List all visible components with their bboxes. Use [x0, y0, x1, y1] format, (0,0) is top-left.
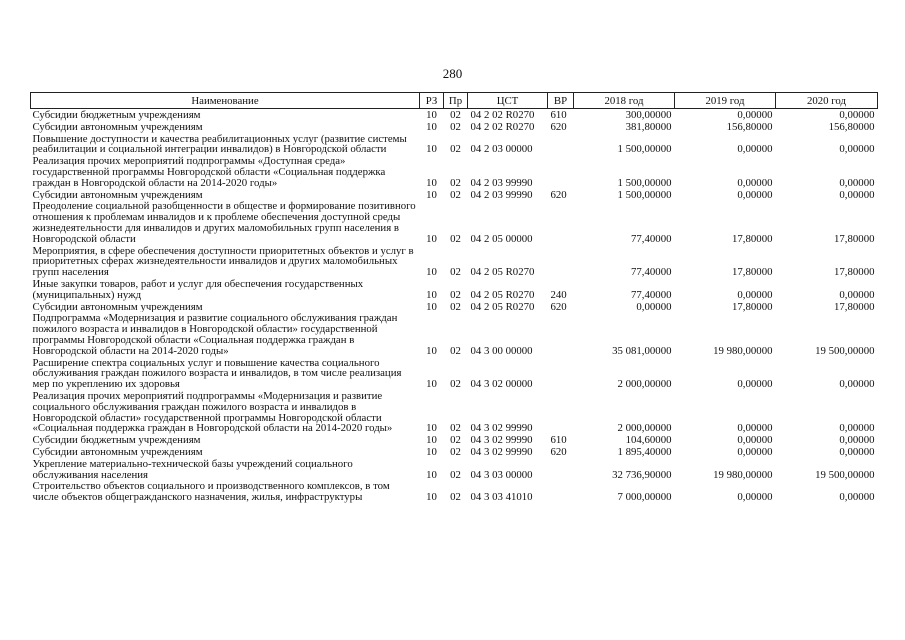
table-row: [31, 390, 878, 434]
row-value-2019: 0,00000: [737, 176, 773, 189]
table-row: [31, 312, 878, 356]
row-value-2020: 0,00000: [839, 434, 875, 446]
table-row: [31, 301, 878, 313]
row-name: Реализация прочих мероприятий подпрограммы «Модернизация и развитие социального обслуживания граждан пожилого возраста и инвалидов в Новгородской области» государственной программы Новгородской области «Социальная поддержка граждан в Новгородской области на 2014-2020 годы»: [32, 389, 393, 435]
row-rz: 10: [426, 120, 437, 133]
row-vr: 620: [550, 188, 567, 201]
row-name: Мероприятия, в сфере обеспечения доступности приоритетных объектов и услуг в приоритетных сферах жизнедеятельности инвалидов и других маломобильных групп населения: [32, 244, 414, 278]
table-row: [31, 200, 878, 244]
row-value-2018: 77,40000: [631, 266, 672, 278]
row-value-2020: 17,80000: [834, 300, 875, 313]
row-pr: 02: [450, 491, 461, 503]
row-value-2018: 2 000,00000: [617, 422, 672, 435]
row-value-2020: 0,00000: [839, 422, 875, 435]
row-rz: 10: [426, 300, 437, 313]
table-row: [31, 245, 878, 278]
row-value-2020: 0,00000: [839, 445, 875, 458]
row-rz: 10: [426, 434, 437, 446]
row-pr: 02: [450, 378, 461, 390]
row-rz: 10: [426, 188, 437, 201]
table-row: [31, 458, 878, 481]
row-name: Субсидии автономным учреждениям: [32, 300, 203, 313]
row-pr: 02: [450, 300, 461, 313]
row-rz: 10: [426, 344, 437, 357]
row-name: Субсидии автономным учреждениям: [32, 445, 203, 458]
column-header-vr: ВР: [548, 93, 574, 109]
row-value-2019: 0,00000: [737, 491, 773, 503]
row-pr: 02: [450, 288, 461, 301]
row-value-2019: 17,80000: [732, 232, 773, 245]
row-value-2018: 1 500,00000: [617, 176, 672, 189]
row-vr: 610: [550, 109, 567, 121]
table-body: [31, 109, 878, 503]
row-rz: 10: [426, 232, 437, 245]
row-rz: 10: [426, 288, 437, 301]
row-name: Подпрограмма «Модернизация и развитие социального обслуживания граждан пожилого возраста и инвалидов в Новгородской области» государственной программы Новгородской области «Социальная поддержка граждан в Новгородской области на 2014-2020 годы»: [32, 312, 398, 357]
row-value-2019: 0,00000: [737, 188, 773, 201]
row-value-2019: 19 980,00000: [713, 344, 773, 357]
row-value-2018: 1 500,00000: [617, 143, 672, 156]
row-value-2018: 1 895,40000: [617, 445, 672, 458]
row-pr: 02: [450, 176, 461, 189]
row-name: Субсидии бюджетным учреждениям: [32, 434, 201, 446]
row-value-2019: 17,80000: [732, 266, 773, 278]
row-cst: 04 3 02 99990: [470, 422, 533, 435]
row-value-2020: 0,00000: [839, 378, 875, 390]
table-row: [31, 133, 878, 156]
row-pr: 02: [450, 266, 461, 278]
column-header-2019: 2019 год: [675, 93, 776, 109]
row-rz: 10: [426, 378, 437, 390]
row-vr: [548, 155, 574, 188]
row-pr: 02: [450, 120, 461, 133]
row-value-2018: 35 081,00000: [612, 344, 672, 357]
row-cst: 04 2 03 99990: [470, 188, 533, 201]
row-vr: [548, 133, 574, 156]
row-value-2018: 2 000,00000: [617, 378, 672, 390]
row-name: Реализация прочих мероприятий подпрограммы «Доступная среда» государственной программы Новгородской области «Социальная поддержка граждан в Новгородской области на 2014-2020 годы»: [32, 155, 386, 189]
row-rz: 10: [426, 143, 437, 156]
row-value-2019: 0,00000: [737, 422, 773, 435]
row-cst: 04 2 03 00000: [470, 143, 533, 156]
row-value-2020: 17,80000: [834, 232, 875, 245]
row-value-2020: 17,80000: [834, 266, 875, 278]
row-vr: [548, 357, 574, 390]
row-cst: 04 2 05 R0270: [470, 266, 535, 278]
table-row: [31, 434, 878, 446]
column-header-name: Наименование: [31, 93, 420, 109]
row-value-2019: 0,00000: [737, 434, 773, 446]
row-name: Повышение доступности и качества реабилитационных услуг (развитие системы реабилитации и социальной интеграции инвалидов) в Новгородской области: [32, 132, 407, 156]
row-value-2018: 77,40000: [631, 232, 672, 245]
row-value-2020: 0,00000: [839, 491, 875, 503]
column-header-2018: 2018 год: [574, 93, 675, 109]
page-number: 280: [442, 66, 463, 81]
row-pr: 02: [450, 232, 461, 245]
table-row: [31, 121, 878, 133]
row-value-2020: 19 500,00000: [815, 344, 875, 357]
row-value-2018: 1 500,00000: [617, 188, 672, 201]
row-cst: 04 3 02 99990: [470, 434, 533, 446]
row-cst: 04 3 03 00000: [470, 468, 533, 481]
row-vr: [548, 245, 574, 278]
row-value-2018: 77,40000: [631, 288, 672, 301]
table-row: [31, 155, 878, 188]
row-cst: 04 3 02 00000: [470, 378, 533, 390]
row-value-2020: 0,00000: [839, 143, 875, 156]
table-row: [31, 109, 878, 121]
row-name: Иные закупки товаров, работ и услуг для обеспечения государственных (муниципальных) нужд: [32, 277, 364, 301]
column-header-2020: 2020 год: [776, 93, 878, 109]
row-pr: 02: [450, 344, 461, 357]
table-row: [31, 189, 878, 201]
row-cst: 04 2 02 R0270: [470, 109, 535, 121]
row-cst: 04 3 03 41010: [470, 491, 533, 503]
column-header-pr: Пр: [444, 93, 468, 109]
row-vr: [548, 480, 574, 503]
row-rz: 10: [426, 491, 437, 503]
row-cst: 04 3 00 00000: [470, 344, 533, 357]
row-name: Субсидии бюджетным учреждениям: [32, 109, 201, 121]
row-value-2019: 0,00000: [737, 378, 773, 390]
row-value-2018: 381,80000: [625, 120, 672, 133]
row-vr: 240: [550, 288, 567, 301]
row-value-2019: 0,00000: [737, 445, 773, 458]
row-name: Строительство объектов социального и производственного комплексов, в том числе объектов общегражданского назначения, жилья, инфраструктуры: [32, 480, 390, 503]
row-pr: 02: [450, 143, 461, 156]
row-vr: 620: [550, 120, 567, 133]
row-cst: 04 3 02 99990: [470, 445, 533, 458]
row-value-2019: 0,00000: [737, 109, 773, 121]
row-value-2018: 104,60000: [625, 434, 672, 446]
row-pr: 02: [450, 422, 461, 435]
row-rz: 10: [426, 468, 437, 481]
row-value-2019: 17,80000: [732, 300, 773, 313]
row-value-2020: 0,00000: [839, 176, 875, 189]
row-pr: 02: [450, 109, 461, 121]
row-value-2018: 32 736,90000: [612, 468, 672, 481]
row-name: Субсидии автономным учреждениям: [32, 120, 203, 133]
row-rz: 10: [426, 422, 437, 435]
table-header-row: [31, 93, 878, 109]
row-value-2020: 0,00000: [839, 188, 875, 201]
row-pr: 02: [450, 188, 461, 201]
table-row: [31, 357, 878, 390]
row-vr: 620: [550, 445, 567, 458]
row-rz: 10: [426, 109, 437, 121]
row-value-2019: 0,00000: [737, 288, 773, 301]
row-vr: 620: [550, 300, 567, 313]
table-row: [31, 480, 878, 503]
row-rz: 10: [426, 445, 437, 458]
budget-table: [30, 92, 878, 503]
row-cst: 04 2 05 00000: [470, 232, 533, 245]
column-header-cst: ЦСТ: [468, 93, 548, 109]
row-value-2020: 0,00000: [839, 288, 875, 301]
row-value-2019: 0,00000: [737, 143, 773, 156]
row-vr: 610: [550, 434, 567, 446]
row-value-2020: 0,00000: [839, 109, 875, 121]
row-vr: [548, 200, 574, 244]
row-value-2020: 19 500,00000: [815, 468, 875, 481]
row-cst: 04 2 02 R0270: [470, 120, 535, 133]
row-value-2020: 156,80000: [828, 120, 875, 133]
row-value-2018: 300,00000: [625, 109, 672, 121]
row-name: Укрепление материально-технической базы учреждений социального обслуживания населения: [32, 457, 353, 481]
row-value-2018: 0,00000: [636, 300, 672, 313]
row-rz: 10: [426, 266, 437, 278]
row-cst: 04 2 05 R0270: [470, 288, 535, 301]
row-name: Расширение спектра социальных услуг и повышение качества социального обслуживания граждан пожилого возраста и инвалидов, в том числе реализация мер по укреплению их здоровья: [32, 356, 402, 390]
table-row: [31, 446, 878, 458]
row-cst: 04 2 03 99990: [470, 176, 533, 189]
row-pr: 02: [450, 445, 461, 458]
row-value-2018: 7 000,00000: [617, 491, 672, 503]
table-row: [31, 278, 878, 301]
row-pr: 02: [450, 434, 461, 446]
row-vr: [548, 458, 574, 481]
column-header-rz: РЗ: [420, 93, 444, 109]
row-pr: 02: [450, 468, 461, 481]
row-value-2019: 156,80000: [726, 120, 773, 133]
row-vr: [548, 390, 574, 434]
row-cst: 04 2 05 R0270: [470, 300, 535, 313]
row-rz: 10: [426, 176, 437, 189]
row-value-2019: 19 980,00000: [713, 468, 773, 481]
row-name: Преодоление социальной разобщенности в обществе и формирование позитивного отношения к проблемам инвалидов и к проблеме обеспечения доступной среды жизнедеятельности для инвалидов и других маломобильных групп населения в Новгородской области: [32, 200, 416, 245]
row-vr: [548, 312, 574, 356]
row-name: Субсидии автономным учреждениям: [32, 188, 203, 201]
